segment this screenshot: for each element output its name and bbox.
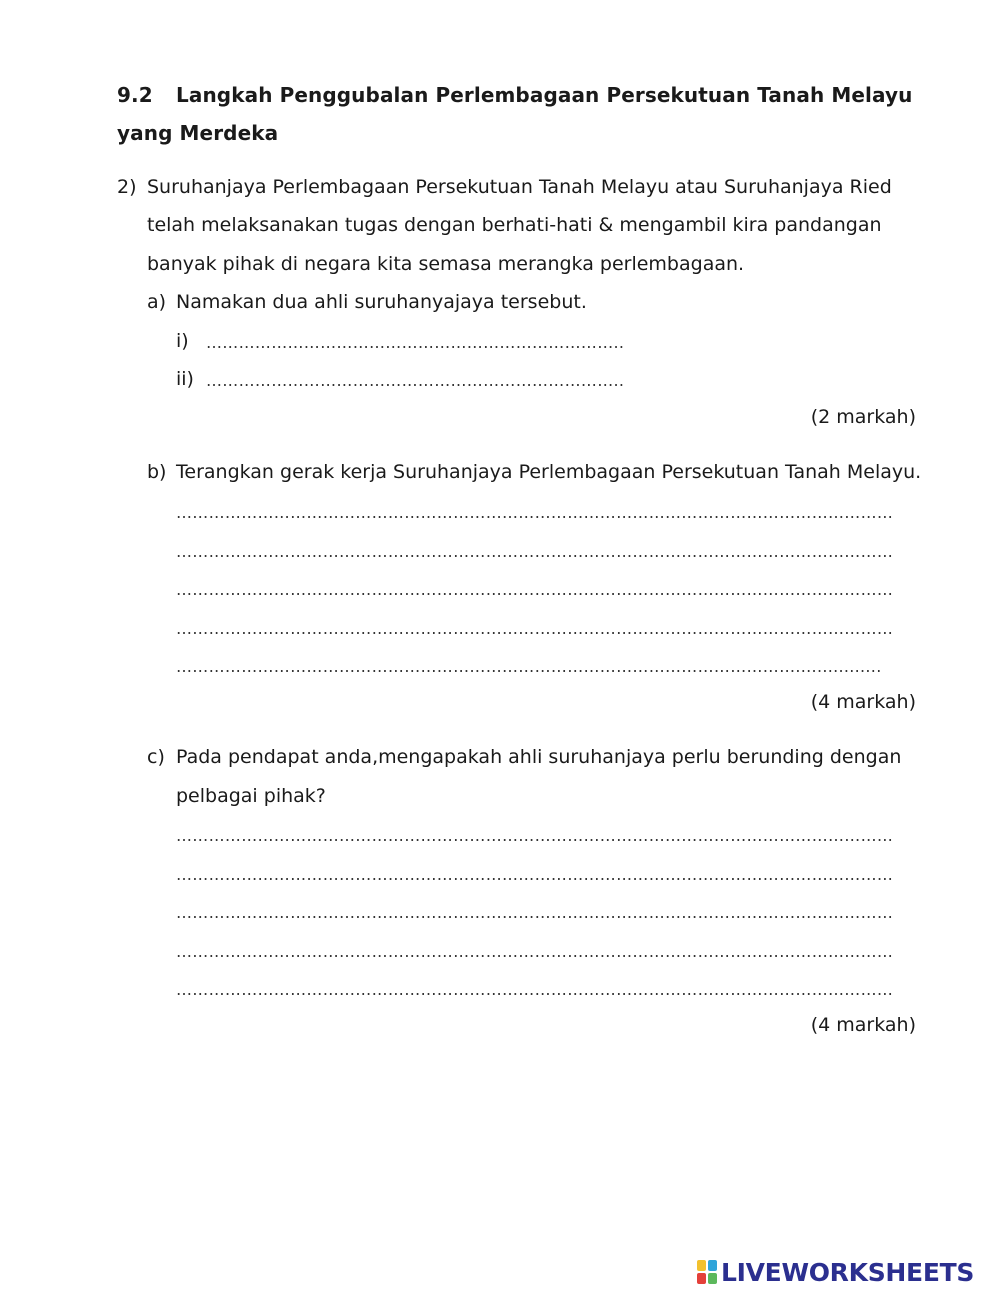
logo-block	[697, 1260, 706, 1271]
question-stem-line: banyak pihak di negara kita semasa merangka perlembagaan.	[147, 253, 745, 275]
section-title: Langkah Penggubalan Perlembagaan Persekutuan Tanah Melayu	[176, 83, 913, 107]
question-stem-line: Suruhanjaya Perlembagaan Persekutuan Tanah Melayu atau Suruhanjaya Ried	[147, 176, 892, 198]
part-b-marks: (4 markah)	[810, 691, 916, 713]
section-title-continued: yang Merdeka	[117, 121, 279, 145]
part-a-label: a)	[147, 291, 167, 313]
liveworksheets-logo	[697, 1257, 974, 1287]
part-c-answer-line[interactable]: ……………………………………………………………………………………………………………………	[176, 942, 894, 961]
part-b-question: Terangkan gerak kerja Suruhanjaya Perlembagaan Persekutuan Tanah Melayu.	[176, 461, 922, 483]
part-b-answer-line[interactable]: ……………………………………………………………………………………………………………………	[176, 503, 894, 522]
part-a-marks: (2 markah)	[810, 406, 916, 428]
question-number: 2)	[117, 176, 137, 198]
part-b-answer-line[interactable]: ……………………………………………………………………………………………………................	[176, 657, 882, 676]
logo-block	[708, 1273, 717, 1284]
part-a-answer-line[interactable]: …………………………………………………………………..	[206, 333, 625, 352]
part-a-answer-line[interactable]: …………………………………………………………………..	[206, 371, 625, 390]
part-b-answer-line[interactable]: ……………………………………………………………………………………………………………………	[176, 619, 894, 638]
part-c-question: Pada pendapat anda,mengapakah ahli suruhanjaya perlu berunding dengan	[176, 746, 902, 768]
part-c-marks: (4 markah)	[810, 1014, 916, 1036]
part-c-answer-line[interactable]: ……………………………………………………………………………………………………………………	[176, 903, 894, 922]
logo-text: LIVEWORKSHEETS	[721, 1257, 975, 1287]
logo-blocks-icon	[697, 1260, 717, 1284]
logo-block	[697, 1273, 706, 1284]
part-c-answer-line[interactable]: ……………………………………………………………………………………………………………………	[176, 826, 894, 845]
part-c-question-continued: pelbagai pihak?	[176, 785, 326, 807]
part-a-question: Namakan dua ahli suruhanyajaya tersebut.	[176, 291, 587, 313]
logo-block	[708, 1260, 717, 1271]
question-stem-line: telah melaksanakan tugas dengan berhati-hati & mengambil kira pandangan	[147, 214, 882, 236]
part-a-item-label: ii)	[176, 368, 194, 390]
part-c-answer-line[interactable]: ……………………………………………………………………………………………………………………	[176, 980, 894, 999]
part-b-answer-line[interactable]: ……………………………………………………………………………………………………………………	[176, 542, 894, 561]
part-b-answer-line[interactable]: ……………………………………………………………………………………………………………………	[176, 580, 894, 599]
part-c-label: c)	[147, 746, 165, 768]
part-b-label: b)	[147, 461, 167, 483]
part-a-item-label: i)	[176, 330, 189, 352]
part-c-answer-line[interactable]: ……………………………………………………………………………………………………………………	[176, 865, 894, 884]
section-number: 9.2	[117, 83, 153, 107]
